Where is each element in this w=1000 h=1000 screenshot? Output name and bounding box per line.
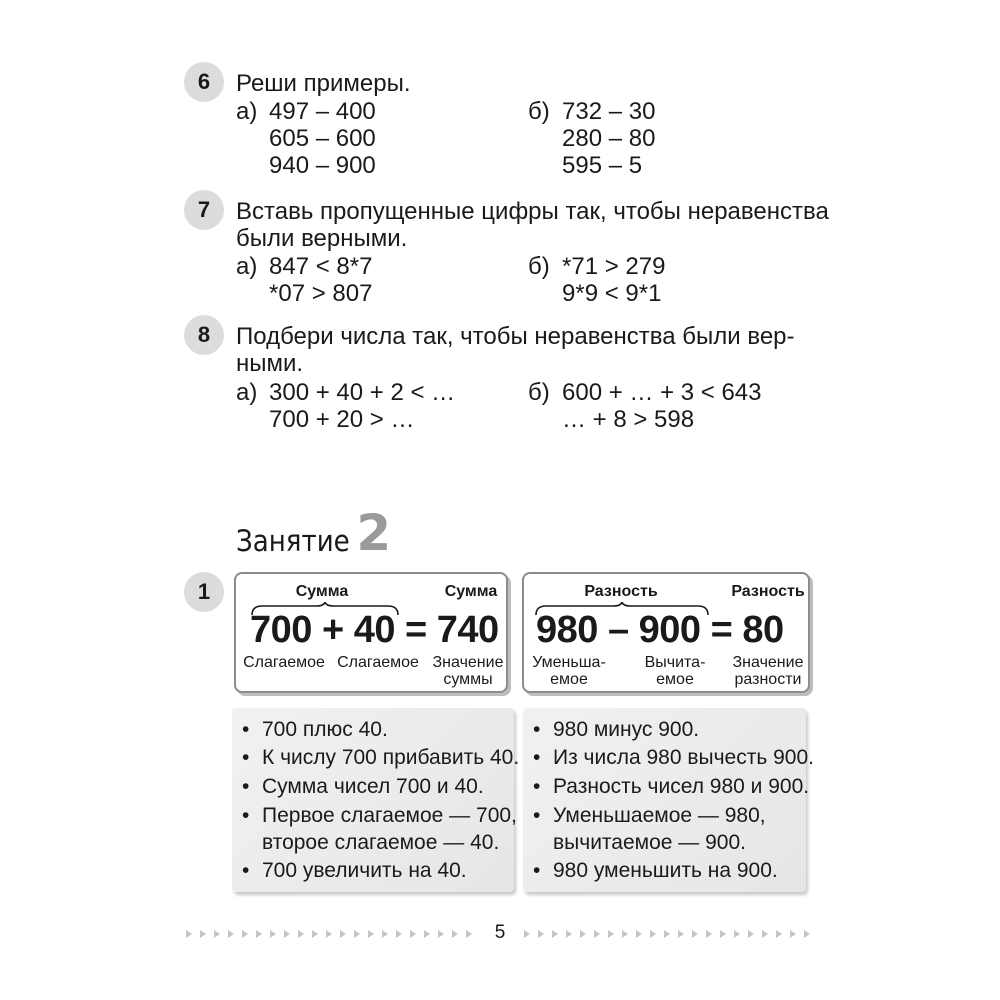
list-item [242,745,519,770]
lesson-number: 2 [356,504,392,562]
arrow-icon [524,930,530,938]
arrow-icon [368,930,374,938]
example-line: 605 – 600 [269,125,376,152]
operand-label: Слагаемое [243,654,325,671]
example-line: *07 > 807 [269,280,373,307]
example-line: 940 – 900 [269,152,376,179]
arrow-icon [326,930,332,938]
task-instruction: Реши примеры. [236,70,411,97]
reading-text: 980 минус 900. [553,718,700,741]
arrow-icon [214,930,220,938]
arrow-icon [396,930,402,938]
arrow-icon [186,930,192,938]
example-line: 280 – 80 [562,125,656,152]
reading-text: Из числа 980 вычесть 900. [553,746,815,769]
arrow-icon [636,930,642,938]
difference-equation: 980 – 900 = 80 [536,609,784,651]
arrow-icon [466,930,472,938]
example-line: 595 – 5 [562,152,643,179]
list-item [533,858,778,883]
task-number-badge [184,190,224,230]
arrow-icon [552,930,558,938]
arrow-icon [748,930,754,938]
reading-text: 980 уменьшить на 900. [553,859,778,882]
arrow-icon [580,930,586,938]
reading-text: Первое слагаемое — 700, [262,804,517,827]
example-line: 497 – 400 [269,98,376,125]
reading-continuation: вычитаемое — 900. [553,831,746,854]
list-item [242,774,484,799]
arrow-icon [312,930,318,938]
arrow-icon [382,930,388,938]
arrow-icon [354,930,360,938]
list-item [533,803,766,828]
sum-readings-box [232,708,520,892]
example-line: 600 + … + 3 < 643 [562,379,762,406]
task-number: 6 [197,69,211,94]
footer-arrows-right [524,926,818,942]
operand-label: емое [656,671,694,688]
difference-formula-box [522,572,810,693]
arrow-icon [438,930,444,938]
bullet: • [242,718,250,741]
list-item [242,717,388,742]
arrow-icon [678,930,684,938]
task-number-badge [184,572,224,612]
brace-label: Разность [584,583,658,600]
column-marker: б) [528,379,550,406]
list-item [242,858,467,883]
example-line: … + 8 > 598 [562,406,695,433]
list-item [533,774,809,799]
difference-readings-box [523,708,815,892]
arrow-icon [790,930,796,938]
arrow-icon [650,930,656,938]
example-line: *71 > 279 [562,253,666,280]
task-number: 1 [197,579,211,604]
result-label: Разность [731,583,805,600]
arrow-icon [424,930,430,938]
value-label: суммы [443,671,493,688]
arrow-icon [410,930,416,938]
operand-label: Уменьша- [532,654,606,671]
column-marker: б) [528,253,550,280]
arrow-icon [340,930,346,938]
bullet: • [533,804,541,827]
example-line: 732 – 30 [562,98,656,125]
bullet: • [533,746,541,769]
arrow-icon [706,930,712,938]
task-number: 8 [197,322,211,347]
bullet: • [242,804,250,827]
arrow-icon [284,930,290,938]
operand-label: емое [550,671,588,688]
task-number: 7 [197,197,211,222]
column-marker: б) [528,98,550,125]
arrow-icon [776,930,782,938]
result-label: Сумма [444,583,498,600]
bullet: • [242,859,250,882]
example-line: 847 < 8*7 [269,253,373,280]
arrow-icon [200,930,206,938]
arrow-icon [664,930,670,938]
arrow-icon [692,930,698,938]
task-instruction: были верными. [236,225,408,252]
value-label: Значение [432,654,504,671]
arrow-icon [622,930,628,938]
task-instruction: Вставь пропущенные цифры так, чтобы неравенства [236,198,829,225]
arrow-icon [452,930,458,938]
list-item [533,717,699,742]
operand-label: Слагаемое [337,654,419,671]
value-label: разности [734,671,802,688]
arrow-icon [608,930,614,938]
arrow-icon [566,930,572,938]
brace-label: Сумма [295,583,349,600]
arrow-icon [270,930,276,938]
arrow-icon [228,930,234,938]
lesson-heading [236,504,392,562]
bullet: • [242,746,250,769]
bullet: • [242,775,250,798]
operand-label: Вычита- [644,654,706,671]
list-item [242,803,517,828]
reading-text: Сумма чисел 700 и 40. [262,775,484,798]
example-line: 700 + 20 > … [269,406,415,433]
arrow-icon [720,930,726,938]
arrow-icon [256,930,262,938]
page-number: 5 [494,922,506,943]
bullet: • [533,775,541,798]
reading-text: 700 увеличить на 40. [262,859,467,882]
arrow-icon [762,930,768,938]
reading-text: Разность чисел 980 и 900. [553,775,810,798]
task-instruction: ными. [236,350,304,377]
bullet: • [533,718,541,741]
arrow-icon [804,930,810,938]
reading-text: К числу 700 прибавить 40. [262,746,520,769]
arrow-icon [242,930,248,938]
list-item [533,745,814,770]
example-line: 300 + 40 + 2 < … [269,379,456,406]
task-number-badge [184,62,224,102]
example-line: 9*9 < 9*1 [562,280,662,307]
arrow-icon [298,930,304,938]
sum-formula-box [234,572,508,693]
column-marker: а) [236,98,258,125]
column-marker: а) [236,253,258,280]
arrow-icon [594,930,600,938]
lesson-word: Занятие [236,524,350,558]
task-number-badge [184,315,224,355]
value-label: Значение [732,654,804,671]
reading-text: Уменьшаемое — 980, [553,804,766,827]
reading-continuation: второе слагаемое — 40. [262,831,500,854]
footer-arrows-left [186,926,480,942]
column-marker: а) [236,379,258,406]
arrow-icon [538,930,544,938]
task-instruction: Подбери числа так, чтобы неравенства были вер- [236,323,795,350]
arrow-icon [734,930,740,938]
reading-text: 700 плюс 40. [262,718,388,741]
bullet: • [533,859,541,882]
sum-equation: 700 + 40 = 740 [250,609,499,651]
